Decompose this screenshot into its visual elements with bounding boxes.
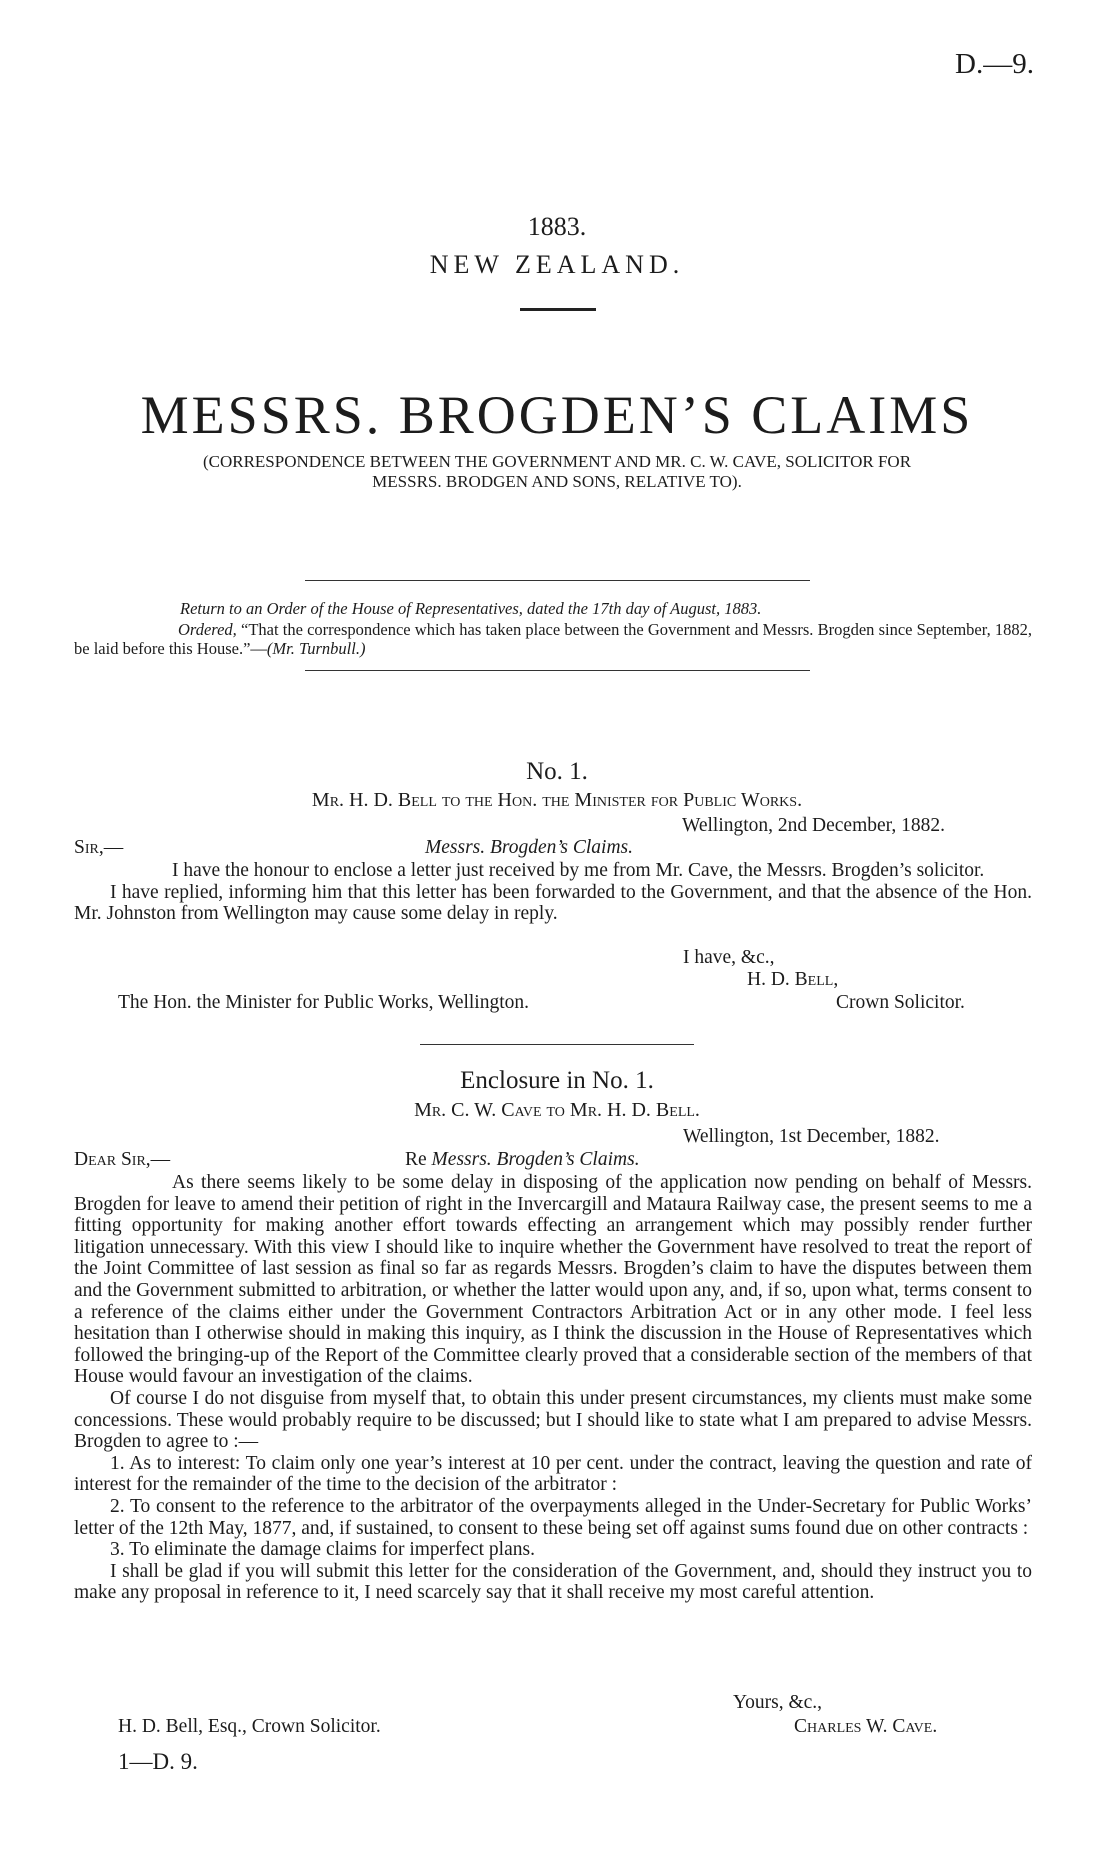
enclosure-subject-line xyxy=(405,1149,640,1171)
enclosure-para-2: Of course I do not disguise from myself that, to obtain this under present circumstances, my clients must make some concessions. These would probably require to be discussed; but I should like to state what I am prepared to advise Messrs. Brogden to agree to :— xyxy=(74,1387,1032,1453)
enclosure-place-date: Wellington, 1st December, 1882. xyxy=(683,1126,940,1147)
enclosure-para-1: As there seems likely to be some delay in disposing of the application now pending on behalf of Messrs. Brogden for leave to amend their petition of right in the Invercargill and Mataura Railway case, the present seems to me a fitting opportunity for making another effort towards effecting an arrangement which may possibly render further litigation unnecessary. With this view I should like to inquire whether the Government have resolved to treat the report of the Joint Committee of last session as final so far as regards Messrs. Brogden’s claim to have the disputes between them and the Government submitted to arbitration, or whether the latter would upon any, and, if so, upon what, terms consent to a reference of the claims either under the Government Contractors Arbitration Act or in any other mode. I feel less hesitation than I otherwise should in making this inquiry, as I think the discussion in the House of Representatives which followed the bringing-up of the Report of the Committee clearly proved that a considerable section of the members of that House would favour an investigation of the claims. xyxy=(74,1172,1032,1388)
return-line: Return to an Order of the House of Representatives, dated the 17th day of August, 1883. xyxy=(180,599,762,618)
enclosure-item-2: 2. To consent to the reference to the arbitrator of the overpayments alleged in the Under-Secretary for Public Works’ letter of the 12th May, 1877, and, if sustained, to consent to these being set off against sums found due on other contracts : xyxy=(74,1495,1032,1539)
letter1-place-date: Wellington, 2nd December, 1882. xyxy=(682,815,946,836)
page-reference: D.—9. xyxy=(955,48,1034,80)
enclosure-from-to: Mr. C. W. Cave to Mr. H. D. Bell. xyxy=(414,1099,700,1121)
enclosure-item-1: 1. As to interest: To claim only one year’s interest at 10 per cent. under the contract, leaving the question and rate of interest for the remainder of the time to the decision of the arbitrator : xyxy=(74,1452,1032,1496)
letter1-signature: H. D. Bell, xyxy=(747,969,839,990)
enclosure-salutation: Dear Sir,— xyxy=(74,1149,171,1170)
letter1-from-to: Mr. H. D. Bell to the Hon. the Minister for Public Works. xyxy=(311,789,803,811)
enclosure-heading: Enclosure in No. 1. xyxy=(460,1067,654,1094)
enclosure-closing: Yours, &c., xyxy=(733,1692,823,1713)
enclosure-para-3: I shall be glad if you will submit this letter for the consideration of the Government, and, should they instruct you to make any proposal in reference to it, I need scarcely say that it shall receive my most careful attention. xyxy=(74,1560,1032,1604)
header-divider xyxy=(520,308,596,311)
letter1-para-1: I have the honour to enclose a letter just received by me from Mr. Cave, the Messrs. Brogden’s solicitor. xyxy=(172,860,985,881)
document-title: MESSRS. BROGDEN’S CLAIMS xyxy=(140,385,974,445)
subtitle-line-2: MESSRS. BRODGEN AND SONS, RELATIVE TO). xyxy=(372,472,742,491)
ordered-text: “That the correspondence which has taken place between the Government and Messrs. Brogden since September, 1882, be laid before this House.”— xyxy=(74,620,1033,658)
enclosure-item-3: 3. To eliminate the damage claims for imperfect plans. xyxy=(110,1539,535,1561)
country: NEW ZEALAND. xyxy=(429,250,685,279)
section-divider xyxy=(420,1044,694,1045)
return-bottom-rule xyxy=(305,670,810,671)
enclosure-signature: Charles W. Cave. xyxy=(794,1716,938,1737)
enclosure-body xyxy=(74,1172,1032,1604)
year: 1883. xyxy=(527,212,587,241)
letter1-para-2: I have replied, informing him that this letter has been forwarded to the Government, and that the absence of the Hon. Mr. Johnston from Wellington may cause some delay in reply. xyxy=(74,881,1032,925)
letter1-closing: I have, &c., xyxy=(683,947,775,968)
footer-reference: 1—D. 9. xyxy=(118,1749,198,1774)
ordered-label: Ordered, xyxy=(178,620,237,639)
letter1-body xyxy=(74,860,1032,925)
return-top-rule xyxy=(305,580,810,581)
enclosure-subject-prefix: Re xyxy=(405,1149,427,1170)
letter1-addressee: The Hon. the Minister for Public Works, Wellington. xyxy=(118,992,530,1013)
ordered-paragraph xyxy=(74,620,1032,658)
letter1-salutation: Sir,— xyxy=(74,837,124,858)
enclosure-subject: Messrs. Brogden’s Claims. xyxy=(431,1149,640,1170)
ordered-mover: (Mr. Turnbull.) xyxy=(266,639,366,658)
enclosure-addressee: H. D. Bell, Esq., Crown Solicitor. xyxy=(118,1716,381,1737)
letter1-subject: Messrs. Brogden’s Claims. xyxy=(425,837,634,858)
letter1-signature-title: Crown Solicitor. xyxy=(836,992,965,1013)
letter1-heading: No. 1. xyxy=(526,758,588,785)
subtitle-line-1: (CORRESPONDENCE BETWEEN THE GOVERNMENT AND MR. C. W. CAVE, SOLICITOR FOR xyxy=(202,452,912,471)
